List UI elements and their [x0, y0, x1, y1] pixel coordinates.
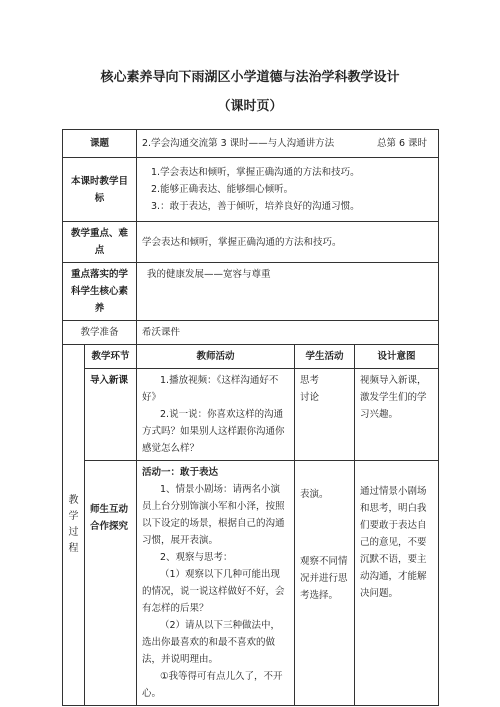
goal-item: 2.能够正确表达、能够细心倾听。 — [151, 184, 294, 195]
goal-item: 1.学会表达和倾听，掌握正确沟通的方法和技巧。 — [151, 167, 360, 178]
goals-label: 本课时教学目标 — [63, 158, 137, 222]
student-step: 表演。 — [300, 489, 329, 500]
core-label: 重点落实的学科学生核心素养 — [63, 263, 137, 321]
focus-row — [63, 222, 439, 263]
teacher-activity-cell — [137, 369, 295, 461]
process-header-row — [63, 345, 439, 369]
document-subtitle: （课时页） — [217, 99, 283, 114]
focus-value: 学会表达和倾听，掌握正确沟通的方法和技巧。 — [137, 222, 439, 263]
prep-value: 希沃课件 — [137, 321, 439, 345]
teacher-step: 1.播放视频：《这样沟通好不好》 — [142, 375, 279, 403]
teacher-step: 2、观察与思考： — [160, 552, 233, 563]
focus-label: 教学重点、难点 — [63, 222, 137, 263]
prep-label: 教学准备 — [63, 321, 137, 345]
phase-label: 导入新课 — [85, 369, 137, 461]
process-side-label: 教 学 过 程 — [63, 345, 85, 706]
col-header-student: 学生活动 — [295, 345, 355, 369]
teacher-step: 1、情景小剧场：请两名小演员上台分别饰演小军和小泽，按照以下设定的场景，根据自己的沟通习惯，展开表演。 — [142, 484, 285, 546]
teacher-step: ①我等得可有点儿久了，不开心。 — [142, 671, 283, 699]
col-header-phase: 教学环节 — [85, 345, 137, 369]
lesson-plan-table — [62, 129, 439, 706]
col-header-intent: 设计意图 — [355, 345, 439, 369]
topic-label: 课题 — [63, 130, 137, 158]
design-intent: 视频导入新课，激发学生们的学习兴趣。 — [355, 369, 439, 461]
teacher-step: 2.说一说：你喜欢这样的沟通方式吗？如果别人这样跟你沟通你感觉怎么样？ — [142, 409, 285, 454]
student-step: 思考 — [300, 375, 320, 386]
activity-title: 活动一：敢于表达 — [142, 467, 219, 478]
student-activity-cell — [295, 369, 355, 461]
total-lessons: 总第 6 课时 — [376, 138, 428, 149]
topic-cell — [137, 130, 439, 158]
topic-value: 2.学会沟通交流第 3 课时——与人沟通讲方法 — [142, 138, 335, 149]
col-header-teacher: 教师活动 — [137, 345, 295, 369]
student-step: 观察不同情况并进行思考选择。 — [300, 556, 348, 601]
process-row-intro — [63, 369, 439, 461]
student-activity-cell — [295, 461, 355, 706]
process-row-explore — [63, 461, 439, 706]
teacher-activity-cell — [137, 461, 295, 706]
core-row — [63, 263, 439, 321]
goal-item: 3.：敢于表达，善于倾听，培养良好的沟通习惯。 — [151, 201, 360, 212]
goals-row — [63, 158, 439, 222]
document-title: 核心素养导向下雨湖区小学道德与法治学科教学设计 — [100, 70, 400, 85]
phase-label: 师生互动合作探究 — [85, 461, 137, 706]
student-step: 讨论 — [300, 392, 320, 403]
teacher-step: （2）请从以下三种做法中，选出你最喜欢的和最不喜欢的做法，并说明理由。 — [142, 620, 281, 665]
core-value: 我的健康发展——宽容与尊重 — [137, 263, 439, 321]
topic-row — [63, 130, 439, 158]
teacher-step: （1）观察以下几种可能出现的情况，说一说这样做好不好，会有怎样的后果？ — [142, 569, 285, 614]
design-intent: 通过情景小剧场和思考，明白我们要敢于表达自己的意见，不要沉默不语，要主动沟通，才能解决问题。 — [355, 461, 439, 706]
prep-row — [63, 321, 439, 345]
goals-cell — [137, 158, 439, 222]
